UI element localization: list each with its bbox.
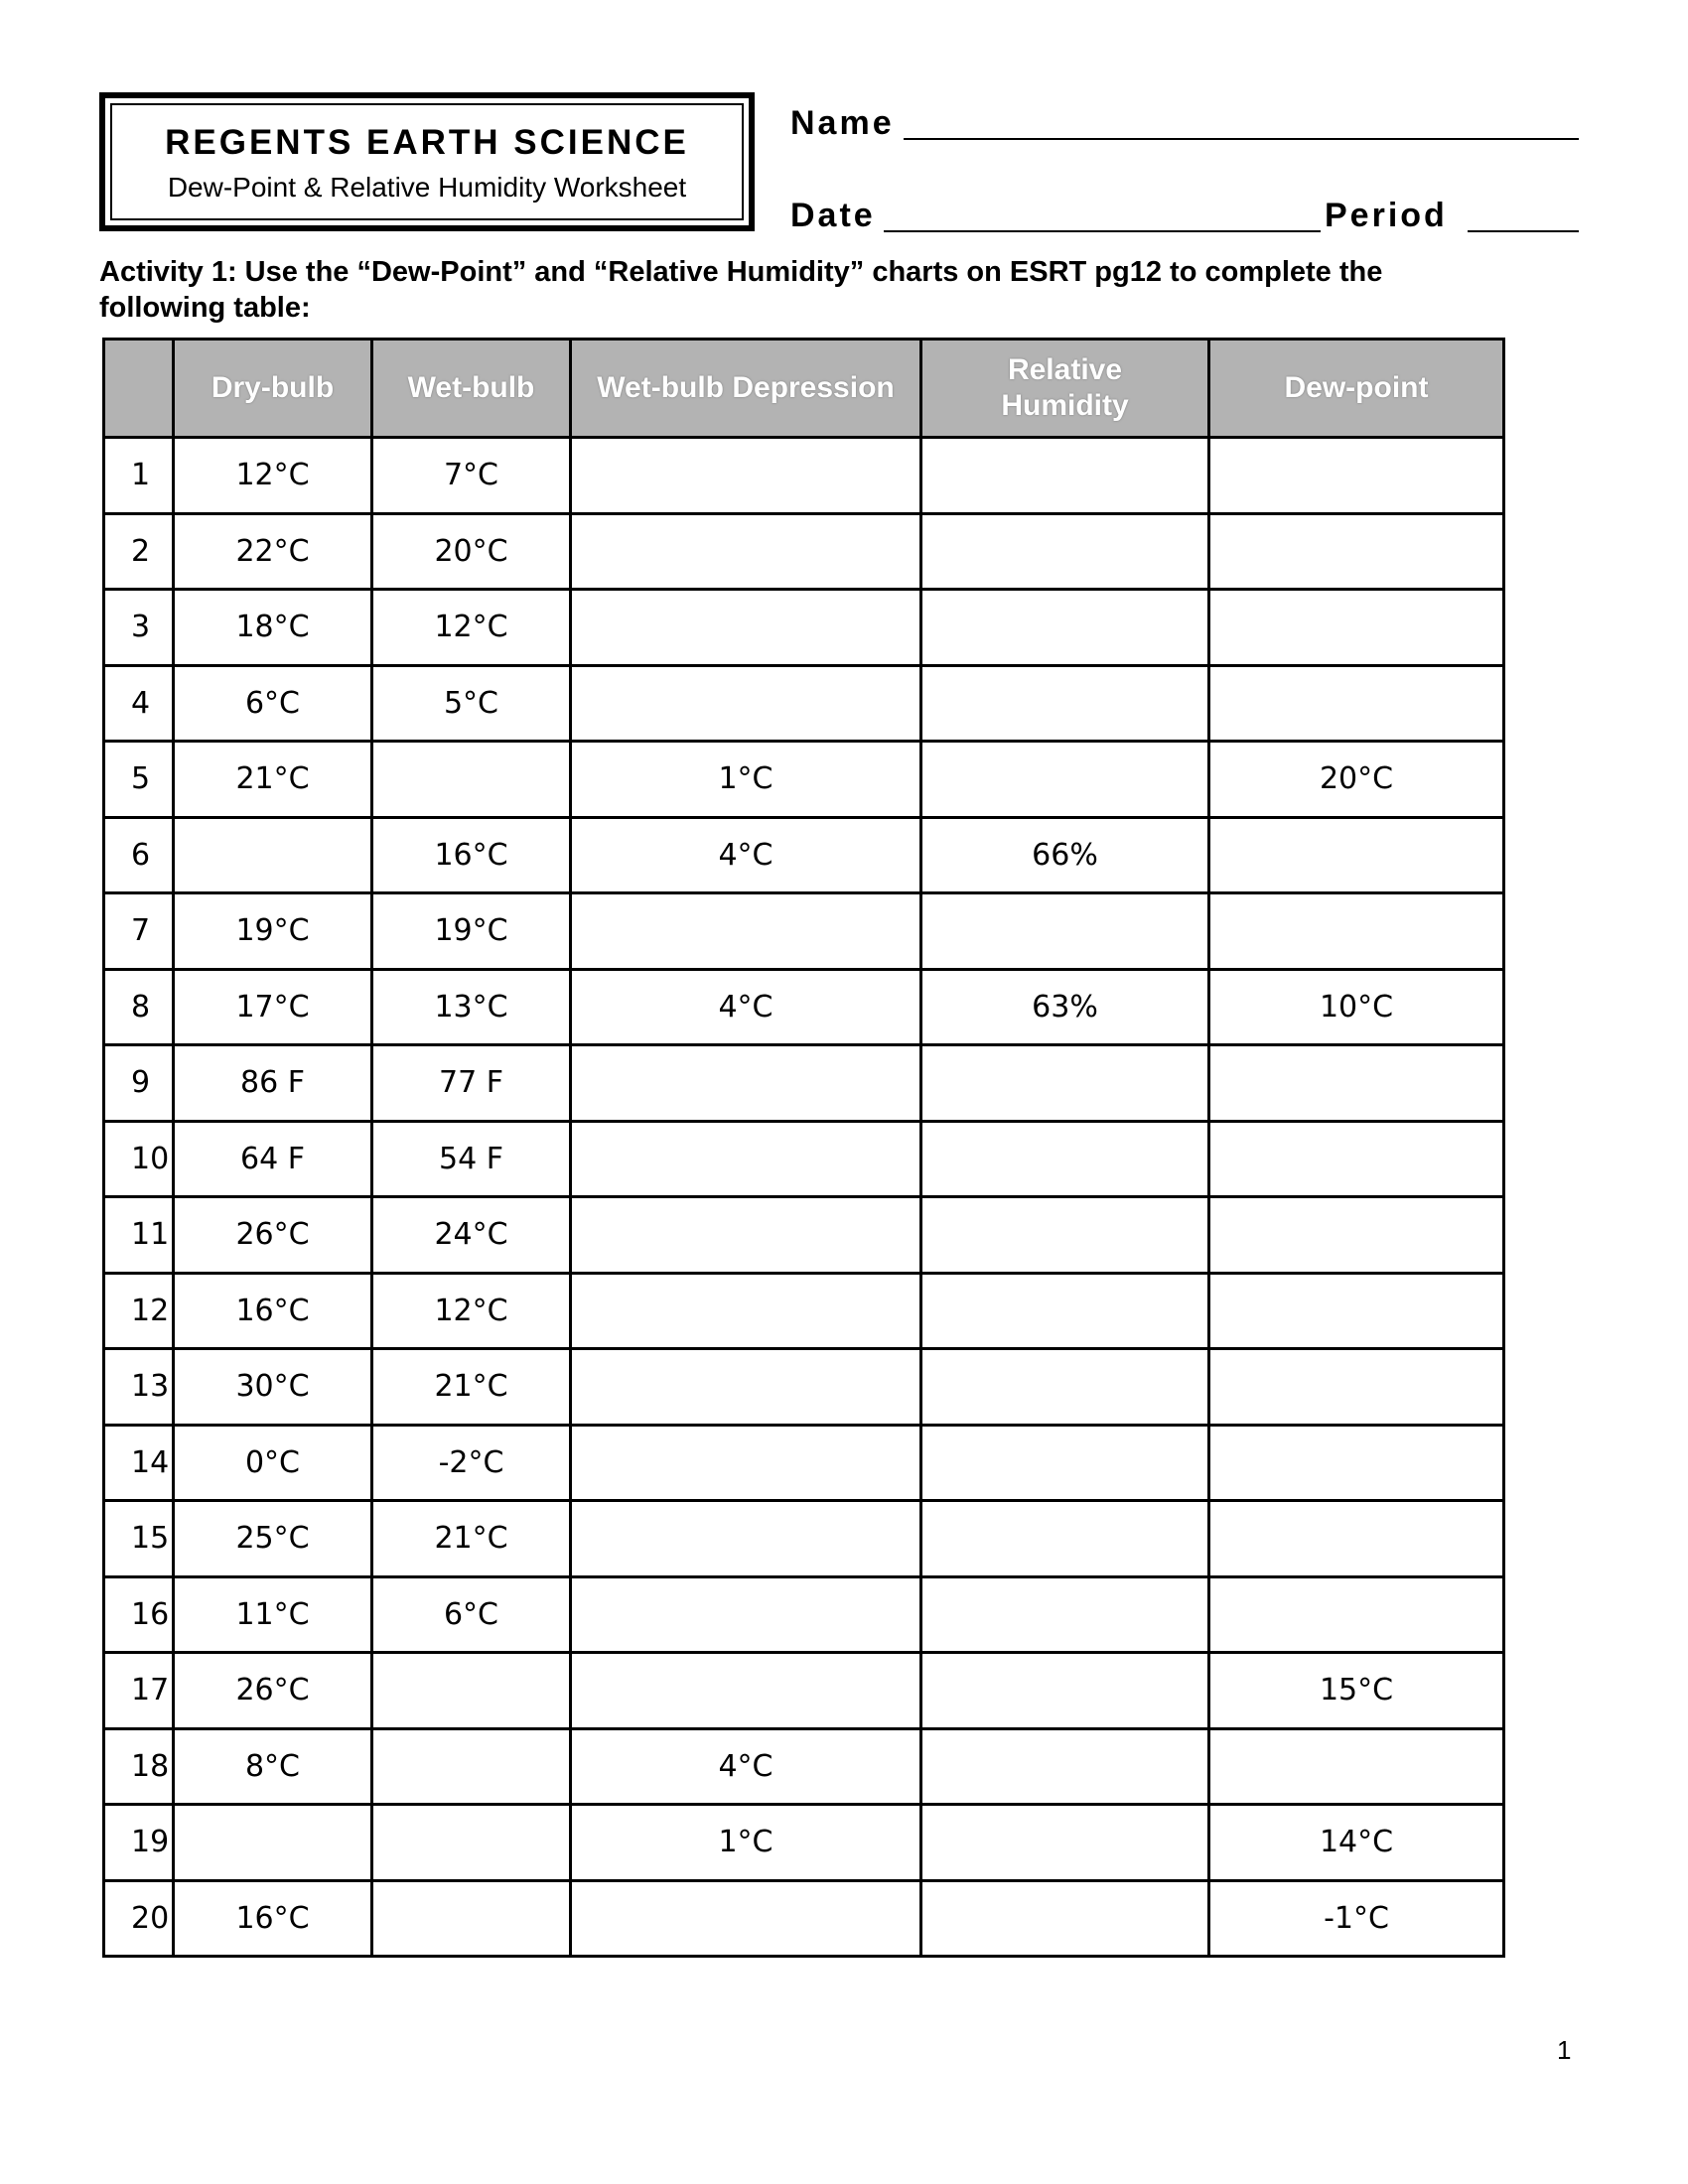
cell-dew-point[interactable] — [1209, 665, 1504, 742]
cell-relative-humidity[interactable] — [921, 1425, 1209, 1501]
cell-row-number: 1 — [104, 438, 174, 514]
table-row — [104, 1425, 1504, 1501]
cell-dew-point[interactable] — [1209, 1501, 1504, 1577]
cell-row-number: 12 — [104, 1273, 174, 1349]
cell-relative-humidity[interactable] — [921, 1349, 1209, 1426]
cell-wet-bulb: 5°C — [372, 665, 571, 742]
cell-dew-point: 15°C — [1209, 1653, 1504, 1729]
cell-relative-humidity[interactable] — [921, 665, 1209, 742]
cell-dry-bulb: 17°C — [174, 969, 372, 1045]
cell-wet-bulb: 20°C — [372, 513, 571, 590]
cell-wet-bulb-depression[interactable] — [571, 1197, 921, 1274]
cell-dew-point[interactable] — [1209, 1576, 1504, 1653]
table-row — [104, 438, 1504, 514]
cell-wet-bulb-depression[interactable] — [571, 590, 921, 666]
cell-relative-humidity[interactable] — [921, 893, 1209, 970]
cell-row-number: 14 — [104, 1425, 174, 1501]
table-row — [104, 817, 1504, 893]
table-row — [104, 893, 1504, 970]
cell-wet-bulb: 19°C — [372, 893, 571, 970]
cell-relative-humidity[interactable] — [921, 513, 1209, 590]
cell-dry-bulb: 86 F — [174, 1045, 372, 1122]
cell-dew-point[interactable] — [1209, 1197, 1504, 1274]
cell-dew-point[interactable] — [1209, 1728, 1504, 1805]
cell-wet-bulb-depression: 1°C — [571, 1805, 921, 1881]
cell-dry-bulb: 22°C — [174, 513, 372, 590]
cell-wet-bulb: 21°C — [372, 1501, 571, 1577]
cell-dry-bulb: 16°C — [174, 1273, 372, 1349]
cell-dry-bulb: 25°C — [174, 1501, 372, 1577]
cell-row-number: 11 — [104, 1197, 174, 1274]
cell-wet-bulb: 16°C — [372, 817, 571, 893]
cell-wet-bulb: 21°C — [372, 1349, 571, 1426]
cell-row-number: 20 — [104, 1880, 174, 1957]
cell-dew-point: -1°C — [1209, 1880, 1504, 1957]
period-label: Period — [1325, 197, 1448, 234]
cell-wet-bulb[interactable] — [372, 1880, 571, 1957]
cell-wet-bulb: 24°C — [372, 1197, 571, 1274]
cell-wet-bulb-depression[interactable] — [571, 1273, 921, 1349]
cell-dry-bulb: 16°C — [174, 1880, 372, 1957]
cell-row-number: 15 — [104, 1501, 174, 1577]
cell-wet-bulb-depression[interactable] — [571, 665, 921, 742]
cell-wet-bulb: 54 F — [372, 1121, 571, 1197]
cell-dew-point: 14°C — [1209, 1805, 1504, 1881]
cell-wet-bulb-depression: 1°C — [571, 742, 921, 818]
cell-wet-bulb-depression: 4°C — [571, 817, 921, 893]
cell-row-number: 2 — [104, 513, 174, 590]
worksheet-subtitle: Dew-Point & Relative Humidity Worksheet — [167, 172, 687, 203]
header-relative-humidity: Relative Humidity — [921, 340, 1209, 438]
cell-dew-point[interactable] — [1209, 1349, 1504, 1426]
cell-wet-bulb[interactable] — [372, 1728, 571, 1805]
cell-dry-bulb: 19°C — [174, 893, 372, 970]
cell-row-number: 3 — [104, 590, 174, 666]
cell-wet-bulb[interactable] — [372, 742, 571, 818]
date-field-line[interactable] — [884, 230, 1321, 232]
title-box — [99, 92, 755, 231]
cell-wet-bulb: 7°C — [372, 438, 571, 514]
cell-dew-point[interactable] — [1209, 438, 1504, 514]
cell-dry-bulb: 26°C — [174, 1653, 372, 1729]
cell-row-number: 5 — [104, 742, 174, 818]
cell-wet-bulb: 12°C — [372, 1273, 571, 1349]
cell-relative-humidity: 66% — [921, 817, 1209, 893]
cell-dew-point[interactable] — [1209, 1045, 1504, 1122]
cell-relative-humidity[interactable] — [921, 1805, 1209, 1881]
cell-wet-bulb-depression: 4°C — [571, 969, 921, 1045]
cell-relative-humidity[interactable] — [921, 1121, 1209, 1197]
activity-instructions: Activity 1: Use the “Dew-Point” and “Relative Humidity” charts on ESRT pg12 to complete the following table: — [99, 256, 1383, 324]
cell-relative-humidity[interactable] — [921, 438, 1209, 514]
cell-dry-bulb: 8°C — [174, 1728, 372, 1805]
cell-dew-point[interactable] — [1209, 1425, 1504, 1501]
cell-wet-bulb-depression[interactable] — [571, 1045, 921, 1122]
cell-dry-bulb[interactable] — [174, 817, 372, 893]
cell-wet-bulb-depression[interactable] — [571, 1880, 921, 1957]
cell-wet-bulb-depression[interactable] — [571, 1121, 921, 1197]
cell-dew-point[interactable] — [1209, 817, 1504, 893]
cell-dry-bulb: 18°C — [174, 590, 372, 666]
table-row — [104, 665, 1504, 742]
cell-relative-humidity[interactable] — [921, 1653, 1209, 1729]
cell-dew-point[interactable] — [1209, 590, 1504, 666]
cell-wet-bulb-depression[interactable] — [571, 513, 921, 590]
cell-row-number: 4 — [104, 665, 174, 742]
cell-dew-point: 20°C — [1209, 742, 1504, 818]
table-row — [104, 1653, 1504, 1729]
cell-row-number: 8 — [104, 969, 174, 1045]
cell-dew-point[interactable] — [1209, 893, 1504, 970]
cell-dew-point[interactable] — [1209, 1121, 1504, 1197]
cell-wet-bulb: 77 F — [372, 1045, 571, 1122]
cell-wet-bulb-depression[interactable] — [571, 438, 921, 514]
table-row — [104, 1121, 1504, 1197]
cell-relative-humidity[interactable] — [921, 1880, 1209, 1957]
table-row — [104, 1880, 1504, 1957]
table-row — [104, 1197, 1504, 1274]
cell-relative-humidity[interactable] — [921, 742, 1209, 818]
cell-row-number: 13 — [104, 1349, 174, 1426]
cell-dew-point[interactable] — [1209, 1273, 1504, 1349]
name-field-line[interactable] — [904, 138, 1579, 140]
cell-dry-bulb: 64 F — [174, 1121, 372, 1197]
table-row — [104, 969, 1504, 1045]
cell-dry-bulb: 11°C — [174, 1576, 372, 1653]
table-row — [104, 1045, 1504, 1122]
cell-row-number: 18 — [104, 1728, 174, 1805]
cell-dry-bulb: 0°C — [174, 1425, 372, 1501]
cell-wet-bulb: 6°C — [372, 1576, 571, 1653]
header-wet-bulb-depression: Wet-bulb Depression — [571, 340, 921, 438]
cell-wet-bulb-depression[interactable] — [571, 1576, 921, 1653]
table-row — [104, 1728, 1504, 1805]
table-row — [104, 1349, 1504, 1426]
cell-row-number: 19 — [104, 1805, 174, 1881]
period-field-line[interactable] — [1468, 230, 1579, 232]
table-row — [104, 513, 1504, 590]
worksheet-title: REGENTS EARTH SCIENCE — [165, 123, 689, 162]
header-dry-bulb: Dry-bulb — [174, 340, 372, 438]
cell-wet-bulb-depression[interactable] — [571, 1349, 921, 1426]
cell-dry-bulb: 12°C — [174, 438, 372, 514]
worksheet-table — [102, 338, 1505, 1958]
cell-wet-bulb: 12°C — [372, 590, 571, 666]
cell-relative-humidity: 63% — [921, 969, 1209, 1045]
cell-wet-bulb-depression[interactable] — [571, 1501, 921, 1577]
cell-dry-bulb[interactable] — [174, 1805, 372, 1881]
cell-relative-humidity[interactable] — [921, 1501, 1209, 1577]
header-dew-point: Dew-point — [1209, 340, 1504, 438]
cell-dew-point: 10°C — [1209, 969, 1504, 1045]
cell-row-number: 6 — [104, 817, 174, 893]
cell-wet-bulb-depression: 4°C — [571, 1728, 921, 1805]
cell-relative-humidity[interactable] — [921, 1045, 1209, 1122]
header-wet-bulb: Wet-bulb — [372, 340, 571, 438]
title-box-inner — [110, 103, 744, 220]
cell-dew-point[interactable] — [1209, 513, 1504, 590]
name-label: Name — [790, 104, 895, 142]
header-row-number — [104, 340, 174, 438]
cell-wet-bulb-depression[interactable] — [571, 1653, 921, 1729]
cell-wet-bulb[interactable] — [372, 1805, 571, 1881]
cell-row-number: 17 — [104, 1653, 174, 1729]
cell-relative-humidity[interactable] — [921, 1273, 1209, 1349]
cell-dry-bulb: 21°C — [174, 742, 372, 818]
cell-row-number: 9 — [104, 1045, 174, 1122]
cell-wet-bulb-depression[interactable] — [571, 893, 921, 970]
cell-row-number: 7 — [104, 893, 174, 970]
table-header-row — [104, 340, 1504, 438]
cell-row-number: 10 — [104, 1121, 174, 1197]
cell-relative-humidity[interactable] — [921, 1576, 1209, 1653]
table-row — [104, 1501, 1504, 1577]
cell-dry-bulb: 30°C — [174, 1349, 372, 1426]
cell-wet-bulb: 13°C — [372, 969, 571, 1045]
table-body — [104, 438, 1504, 1957]
cell-wet-bulb-depression[interactable] — [571, 1425, 921, 1501]
cell-wet-bulb[interactable] — [372, 1653, 571, 1729]
table-row — [104, 1805, 1504, 1881]
cell-relative-humidity[interactable] — [921, 1728, 1209, 1805]
table-row — [104, 742, 1504, 818]
cell-row-number: 16 — [104, 1576, 174, 1653]
cell-wet-bulb: -2°C — [372, 1425, 571, 1501]
table-row — [104, 1576, 1504, 1653]
table-row — [104, 1273, 1504, 1349]
table-row — [104, 590, 1504, 666]
cell-relative-humidity[interactable] — [921, 590, 1209, 666]
cell-dry-bulb: 26°C — [174, 1197, 372, 1274]
cell-dry-bulb: 6°C — [174, 665, 372, 742]
date-label: Date — [790, 197, 876, 234]
page-number: 1 — [1557, 2035, 1572, 2065]
cell-relative-humidity[interactable] — [921, 1197, 1209, 1274]
